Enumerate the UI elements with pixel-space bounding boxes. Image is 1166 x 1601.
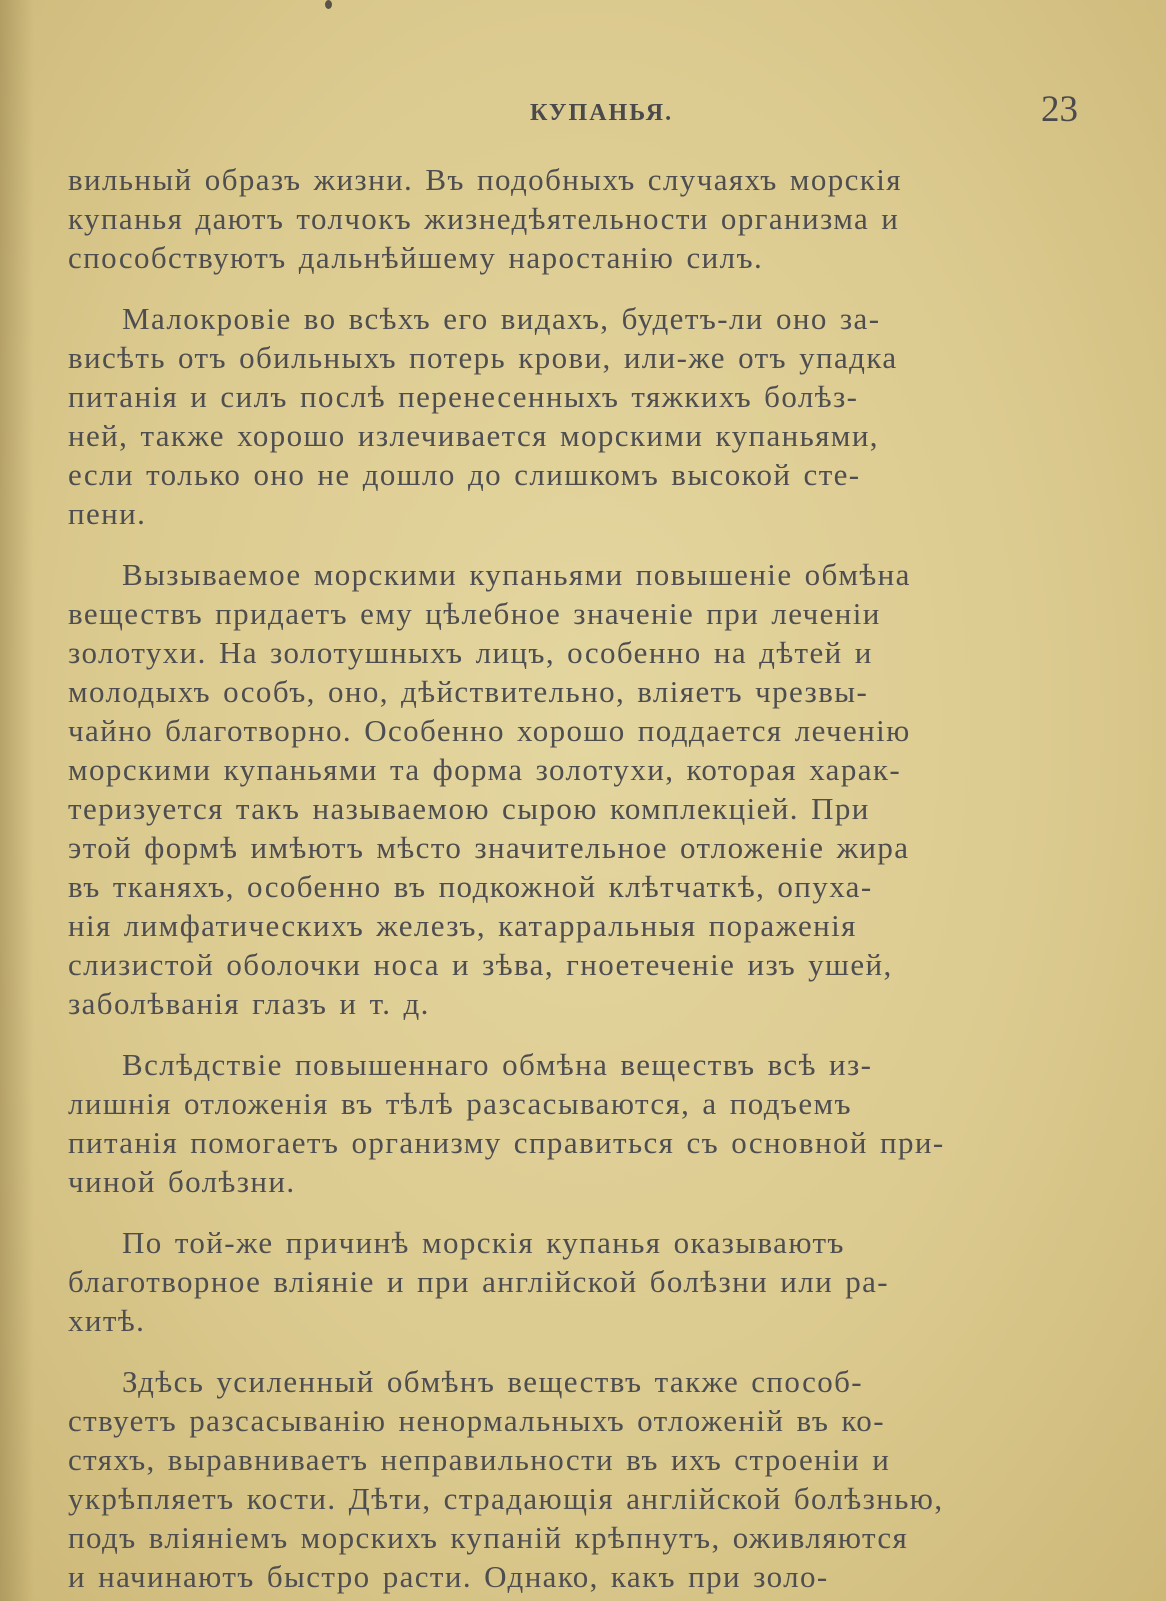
text-line: питанія помогаетъ организму справиться съ основной при- [68, 1125, 945, 1160]
text-line: слизистой оболочки носа и зѣва, гноетеченіе изъ ушей, [68, 947, 893, 982]
text-line: стяхъ, выравниваетъ неправильности въ ихъ строеніи и [68, 1442, 891, 1477]
text-line: въ тканяхъ, особенно въ подкожной клѣтчаткѣ, опуха- [68, 869, 873, 904]
text-line: нія лимфатическихъ железъ, катарральныя пораженія [68, 908, 857, 943]
text-line: и начинаютъ быстро расти. Однако, какъ при золо- [68, 1559, 829, 1594]
text-line: ней, также хорошо излечивается морскими купаньями, [68, 418, 879, 453]
text-line: чиной болѣзни. [68, 1164, 296, 1199]
running-head: КУПАНЬЯ. [530, 100, 674, 126]
paragraph-1 [68, 160, 1098, 277]
text-line: Здѣсь усиленный обмѣнъ веществъ также способ- [122, 1364, 864, 1399]
text-line: пени. [68, 496, 147, 531]
text-line: купанья даютъ толчокъ жизнедѣятельности организма и [68, 201, 900, 236]
text-line: хитѣ. [68, 1303, 146, 1338]
page-body [68, 160, 1098, 1601]
paragraph-3 [68, 555, 1098, 1023]
paragraph-4 [68, 1045, 1098, 1201]
text-line: подъ вліяніемъ морскихъ купаній крѣпнутъ, оживляются [68, 1520, 909, 1555]
text-line: чайно благотворно. Особенно хорошо поддается леченію [68, 713, 911, 748]
text-line: заболѣванія глазъ и т. д. [68, 986, 430, 1021]
text-line: морскими купаньями та форма золотухи, которая харак- [68, 752, 902, 787]
text-line: теризуется такъ называемою сырою комплекціей. При [68, 791, 870, 826]
binding-shadow [0, 0, 34, 1601]
paragraph-5 [68, 1223, 1098, 1340]
text-line: Вызываемое морскими купаньями повышеніе обмѣна [122, 557, 911, 592]
text-line: если только оно не дошло до слишкомъ высокой сте- [68, 457, 861, 492]
text-line: лишнія отложенія въ тѣлѣ разсасываются, а подъемъ [68, 1086, 852, 1121]
text-line: золотухи. На золотушныхъ лицъ, особенно на дѣтей и [68, 635, 873, 670]
text-line: молодыхъ особъ, оно, дѣйствительно, вліяетъ чрезвы- [68, 674, 869, 709]
text-line: укрѣпляетъ кости. Дѣти, страдающія англійской болѣзнью, [68, 1481, 944, 1516]
page-number: 23 [1041, 89, 1078, 130]
ink-speck [325, 0, 332, 9]
text-line: Малокровіе во всѣхъ его видахъ, будетъ-ли оно за- [122, 301, 881, 336]
text-line: питанія и силъ послѣ перенесенныхъ тяжкихъ болѣз- [68, 379, 859, 414]
text-line: способствуютъ дальнѣйшему наростанію силъ. [68, 240, 764, 275]
text-line: Вслѣдствіе повышеннаго обмѣна веществъ всѣ из- [122, 1047, 873, 1082]
text-line: вильный образъ жизни. Въ подобныхъ случаяхъ морскія [68, 162, 902, 197]
paragraph-2 [68, 299, 1098, 533]
text-line: ствуетъ разсасыванію ненормальныхъ отложеній въ ко- [68, 1403, 885, 1438]
paragraph-6 [68, 1362, 1098, 1596]
text-line: веществъ придаетъ ему цѣлебное значеніе при леченіи [68, 596, 881, 631]
text-line: По той-же причинѣ морскія купанья оказываютъ [122, 1225, 845, 1260]
page-header [0, 86, 1166, 130]
text-line: этой формѣ имѣютъ мѣсто значительное отложеніе жира [68, 830, 910, 865]
text-line: висѣть отъ обильныхъ потерь крови, или-же отъ упадка [68, 340, 898, 375]
text-line: благотворное вліяніе и при англійской болѣзни или ра- [68, 1264, 890, 1299]
